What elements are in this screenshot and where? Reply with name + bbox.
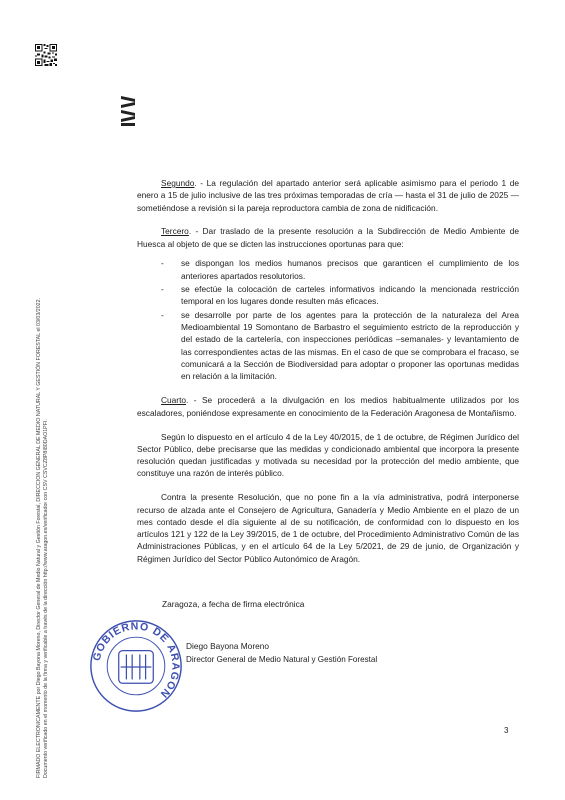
paragraph-cuarto xyxy=(137,394,519,419)
paragraph-tercero-text: . - Dar traslado de la presente resolución a la Subdirección de Medio Ambiente de Huesca al objeto de que se dicten las instrucciones oportunas para que: xyxy=(137,226,519,249)
paragraph-cuarto-text: . - Se procederá a la divulgación en los medios habitualmente utilizados por los escaladores, poniéndose expresamente en conocimiento de la Federación Aragonesa de Montañismo. xyxy=(137,395,519,418)
list-item: - se efectúe la colocación de carteles informativos indicando la mencionada restricción temporal en los lugares donde resulten más eficaces. xyxy=(161,284,519,307)
paragraph-segundo xyxy=(137,177,519,214)
resolution-body xyxy=(137,177,519,577)
paragraph-legal-basis: Según lo dispuesto en el artículo 4 de la Ley 40/2015, de 1 de octubre, de Régimen Jurídico del Sector Público, debe precisarse que las medidas y condicionado ambiental que incorpora la presente resolución quedan justificadas y motivada su necesidad por la protección del medio ambiente, que constituye una razón de interés público. xyxy=(137,431,519,479)
seal-text: GOBIERNO DE ARAGON xyxy=(90,620,182,701)
place-and-date: Zaragoza, a fecha de firma electrónica xyxy=(162,599,305,609)
paragraph-segundo-text: . - La regulación del apartado anterior será aplicable asimismo para el periodo 1 de enero a 15 de julio inclusive de las tres próximas temporadas de cría — hasta el 31 de julio de 2025 — sometiéndose a revisión si la pareja reproductora cambia de zona de nidificación. xyxy=(137,178,519,213)
list-item: - se dispongan los medios humanos precisos que garanticen el cumplimiento de los anteriores apartados resolutorios. xyxy=(161,258,519,281)
aragon-logo-icon xyxy=(120,96,136,126)
instructions-list xyxy=(137,257,519,382)
paragraph-appeal: Contra la presente Resolución, que no pone fin a la vía administrativa, podrá interponerse recurso de alzada ante el Consejero de Agricultura, Ganadería y Medio Ambiente en el plazo de un mes contado desde el día siguiente al de su notificación, de conformidad con lo dispuesto en los artículos 121 y 122 de la Ley 39/2015, de 1 de octubre, del Procedimiento Administrativo Común de las Administraciones Públicas, y en el artículo 64 de la Ley 5/2021, de 29 de junio, de Organización y Régimen Jurídico del Sector Público Autonómico de Aragón. xyxy=(137,492,519,564)
page-number: 3 xyxy=(504,726,509,735)
government-seal-icon xyxy=(88,618,184,714)
section-label-cuarto: Cuarto xyxy=(161,395,187,406)
list-bullet: - xyxy=(161,309,164,320)
signer-title: Director General de Medio Natural y Gestión Forestal xyxy=(186,655,378,664)
electronic-signature-note xyxy=(36,178,51,778)
qr-code-icon xyxy=(35,44,57,66)
signature-note-line-1: FIRMADO ELECTRONICAMENTE por Diego Bayona Moreno, Director General de Medio Natural y Gestión Forestal, DIRECCION GENERAL DE MEDIO NATURAL Y GESTIÓN FORESTAL el 03/03/2022. xyxy=(36,297,42,778)
paragraph-tercero xyxy=(137,225,519,250)
section-label-tercero: Tercero xyxy=(161,226,189,237)
signer-name: Diego Bayona Moreno xyxy=(186,641,270,651)
list-bullet: - xyxy=(161,258,164,269)
section-label-segundo: Segundo xyxy=(161,178,195,188)
signature-note-line-2: Documento verificado en el momento de la firma y verificable a través de la dirección http://www.aragon.es/verificador con CSV CSVCZ8P8I80DAO1PFI. xyxy=(43,419,50,778)
list-item: - se desarrolle por parte de los agentes para la protección de la naturaleza del Area Medioambiental 19 Somontano de Barbastro el seguimiento estricto de la reproducción y del estado de la cartelería, con inspecciones periódicas –semanales- y levantamiento de las correspondientes actas de las mismas. En el caso de que se comprobara el fracaso, se comunicará a la Sección de Biodiversidad para adoptar o proponer las oportunas medidas en relación a la limitación. xyxy=(161,309,519,382)
list-bullet: - xyxy=(161,284,164,295)
